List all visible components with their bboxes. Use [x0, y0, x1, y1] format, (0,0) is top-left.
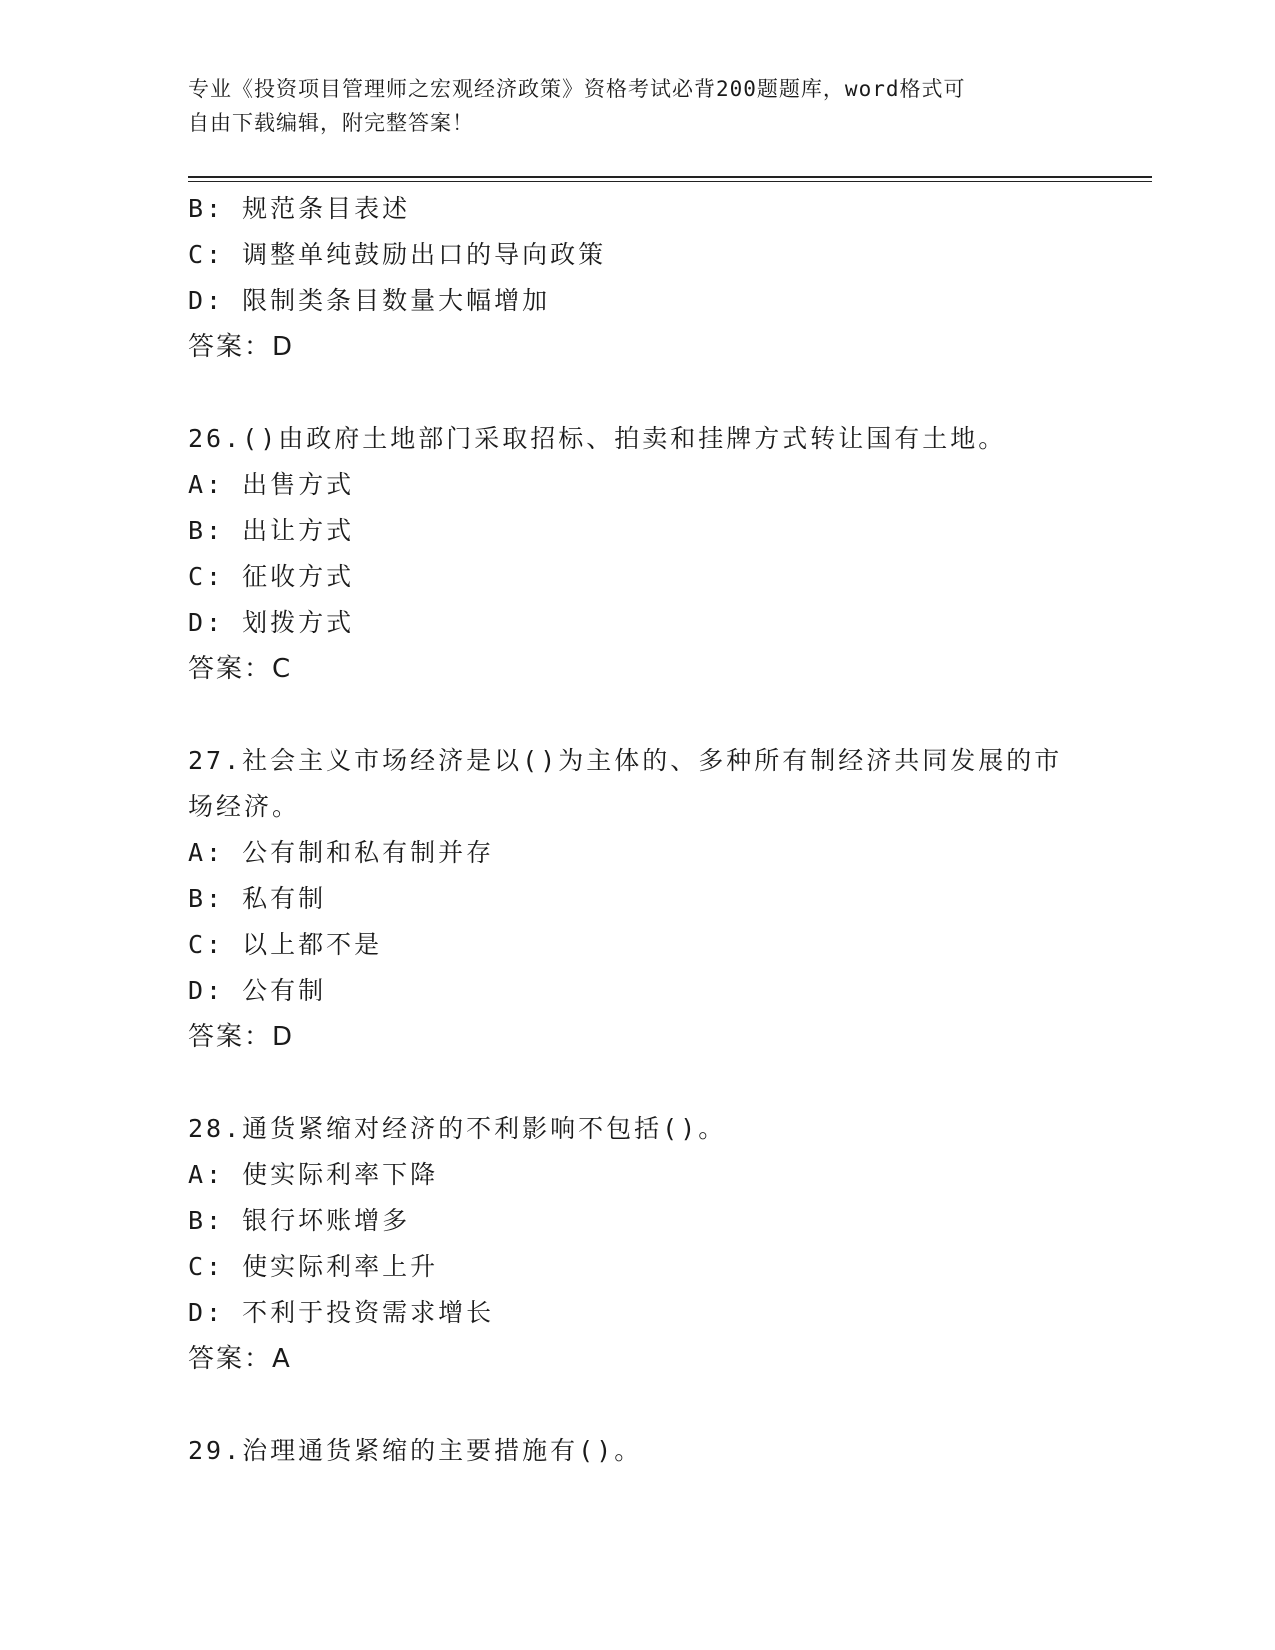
question-stem-line-1: 27.社会主义市场经济是以()为主体的、多种所有制经济共同发展的市 [188, 746, 1063, 775]
question-list [188, 186, 1088, 1474]
header-line-1: 专业《投资项目管理师之宏观经济政策》资格考试必背200题题库，word格式可 [188, 77, 966, 101]
header-rule-thin [188, 181, 1152, 182]
spacer [188, 1382, 1088, 1428]
answer-line: 答案：C [188, 654, 293, 684]
option-a: A: 使实际利率下降 [188, 1160, 439, 1189]
question-27 [188, 738, 1088, 1060]
answer-line: 答案：D [188, 332, 295, 362]
option-c: C: 征收方式 [188, 562, 355, 591]
header-line-2: 自由下载编辑，附完整答案！ [188, 111, 474, 135]
spacer [188, 370, 1088, 416]
option-d: D: 划拨方式 [188, 608, 355, 637]
option-b: B: 出让方式 [188, 516, 355, 545]
answer-line: 答案：D [188, 1022, 295, 1052]
question-stem: 29.治理通货紧缩的主要措施有()。 [188, 1436, 643, 1465]
option-a: A: 出售方式 [188, 470, 355, 499]
question-stem: 28.通货紧缩对经济的不利影响不包括()。 [188, 1114, 727, 1143]
option-c: C: 以上都不是 [188, 930, 383, 959]
question-26 [188, 416, 1088, 692]
spacer [188, 1060, 1088, 1106]
option-c: C: 使实际利率上升 [188, 1252, 439, 1281]
spacer [188, 692, 1088, 738]
option-d: D: 限制类条目数量大幅增加 [188, 286, 551, 315]
question-29 [188, 1428, 1088, 1474]
option-d: D: 公有制 [188, 976, 327, 1005]
answer-line: 答案：A [188, 1344, 292, 1374]
question-25-partial [188, 186, 1088, 370]
option-b: B: 私有制 [188, 884, 327, 913]
question-stem: 26.()由政府土地部门采取招标、拍卖和挂牌方式转让国有土地。 [188, 424, 1007, 453]
question-28 [188, 1106, 1088, 1382]
option-b: B: 规范条目表述 [188, 194, 411, 223]
option-b: B: 银行坏账增多 [188, 1206, 411, 1235]
document-header [188, 72, 1088, 140]
question-stem-line-2: 场经济。 [188, 792, 301, 821]
header-rule-thick [188, 176, 1152, 178]
option-a: A: 公有制和私有制并存 [188, 838, 495, 867]
option-c: C: 调整单纯鼓励出口的导向政策 [188, 240, 607, 269]
option-d: D: 不利于投资需求增长 [188, 1298, 495, 1327]
